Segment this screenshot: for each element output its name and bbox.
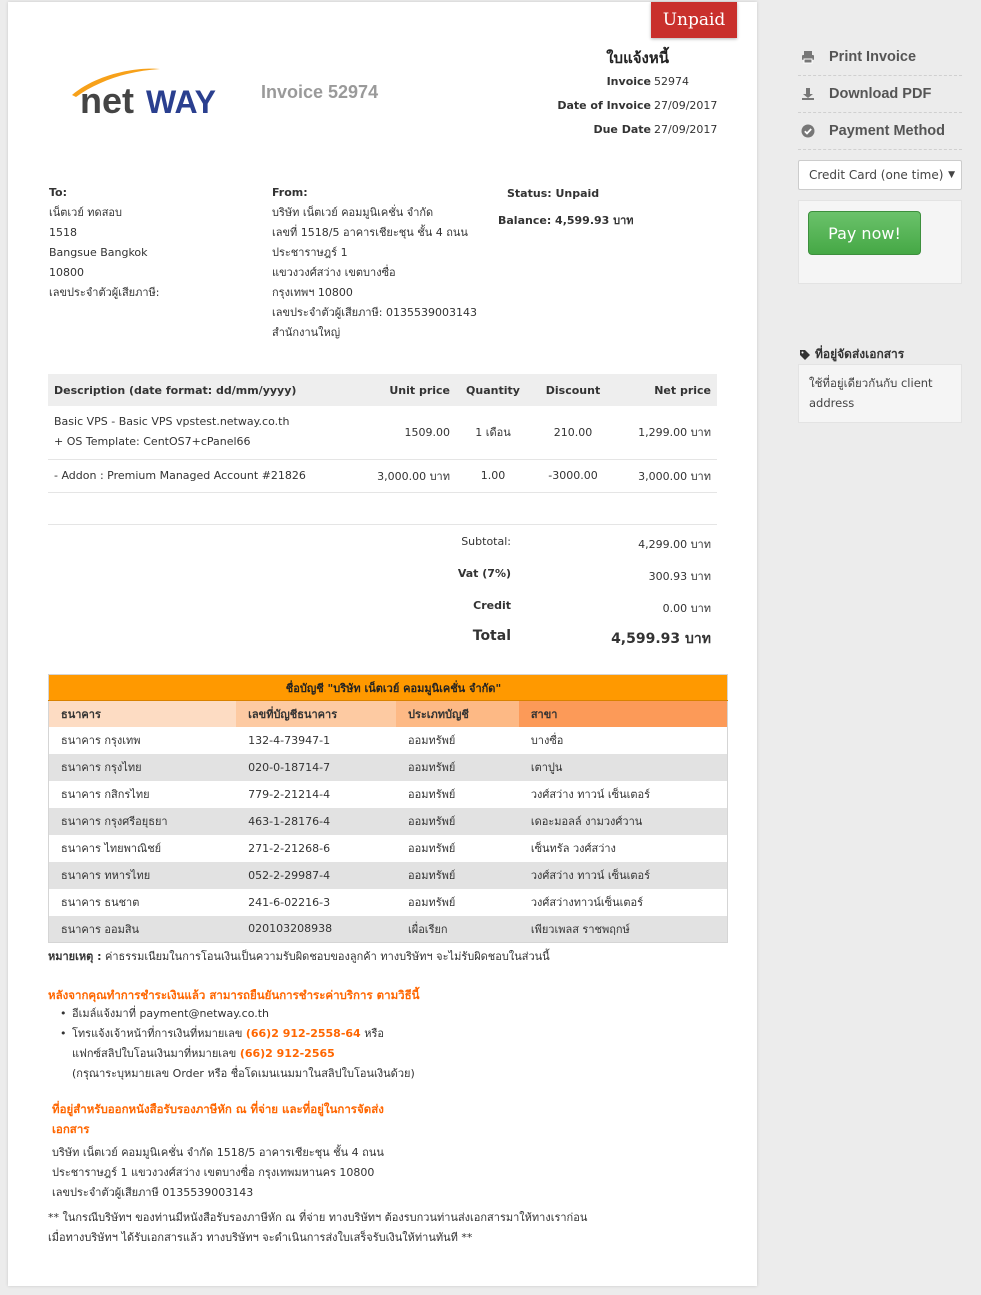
meta-invoice-number: Invoice 52974 bbox=[606, 75, 689, 88]
status-ribbon: Unpaid bbox=[651, 2, 737, 38]
tax-address-heading: ที่อยู่สำหรับออกหนังสือรับรองภาษีหัก ณ ที่จ่าย และที่อยู่ในการจัดส่งเอกสาร bbox=[52, 1102, 384, 1136]
tag-icon bbox=[799, 349, 811, 361]
withholding-footnote: ** ในกรณีบริษัทฯ ของท่านมีหนังสือรับรองภาษีหัก ณ ที่จ่าย ทางบริษัทฯ ต้องรบกวนท่านส่งเอกสารมาให้ทางเราก่อน เมื่อทางบริษัทฯ ได้รับเอกสารแล้ว ทางบริษัทฯ จะดำเนินการส่งใบเสร็จรับเงินให้ท่านทันที ** bbox=[48, 1211, 588, 1244]
credit-value: 0.00 บาท bbox=[662, 602, 711, 615]
confirm-payment-steps: • อีเมล์แจ้งมาที่ payment@netway.co.th • โทรแจ้งเจ้าหน้าที่การเงินที่หมายเลข (66)2 912-2558-64 หรือ แฟกซ์สลิปใบโอนเงินมาที่หมายเลข (66)2 912-2565 (กรุณาระบุหมายเลข Order หรือ ชื่อโดเมนเนมมาในสลิปใบโอนเงินด้วย) bbox=[58, 1004, 415, 1084]
shipping-address-heading: ที่อยู่จัดส่งเอกสาร bbox=[799, 345, 904, 364]
bank-header-row: ธนาคาร เลขที่บัญชีธนาคาร ประเภทบัญชี สาขา bbox=[49, 701, 728, 727]
table-row: ธนาคาร กรุงศรีอยุธยา 463-1-28176-4 ออมทรัพย์ เดอะมอลล์ งามวงศ์วาน bbox=[49, 808, 728, 835]
vat-value: 300.93 บาท bbox=[648, 570, 711, 583]
confirm-payment-heading: หลังจากคุณทำการชำระเงินแล้ว สามารถยืนยันการชำระค่าบริการ ตามวิธีนี้ bbox=[48, 988, 420, 1002]
print-invoice-link[interactable]: Print Invoice bbox=[798, 39, 962, 76]
netway-logo bbox=[68, 65, 244, 121]
bank-accounts-table bbox=[48, 674, 728, 943]
invoice-balance: Balance: 4,599.93 บาท bbox=[498, 214, 634, 227]
tax-address: บริษัท เน็ตเวย์ คอมมูนิเคชั่น จำกัด 1518/5 อาคารเชียะชุน ชั้น 4 ถนน ประชาราษฎร์ 1 แขวงวงศ์สว่าง เขตบางซื่อ กรุงเทพมหานคร 10800 เลขประจำตัวผู้เสียภาษี 0135539003143 bbox=[52, 1146, 384, 1199]
table-row: ธนาคาร ทหารไทย 052-2-29987-4 ออมทรัพย์ วงศ์สว่าง ทาวน์ เซ็นเตอร์ bbox=[49, 862, 728, 889]
download-pdf-link[interactable]: Download PDF bbox=[798, 76, 962, 113]
line-items-table bbox=[48, 374, 717, 493]
table-row: ธนาคาร กรุงเทพ 132-4-73947-1 ออมทรัพย์ บางซื่อ bbox=[61, 733, 564, 747]
table-row: ธนาคาร ธนชาต 241-6-02216-3 ออมทรัพย์ วงศ์สว่างทาวน์เซ็นเตอร์ bbox=[61, 895, 644, 909]
table-row: ธนาคาร กรุงไทย 020-0-18714-7 ออมทรัพย์ เตาปูน bbox=[49, 754, 728, 781]
table-row: ธนาคาร ออมสิน 020103208938 เผื่อเรียก เพียวเพลส ราชพฤกษ์ bbox=[49, 916, 728, 943]
svg-text:WAY: WAY bbox=[146, 84, 216, 120]
pay-now-button[interactable]: Pay now! bbox=[808, 211, 921, 255]
subtotal-label: Subtotal: bbox=[461, 535, 511, 548]
printer-icon bbox=[800, 49, 816, 65]
credit-label: Credit bbox=[473, 599, 511, 612]
from-address: From: บริษัท เน็ตเวย์ คอมมูนิเคชั่น จำกัด เลขที่ 1518/5 อาคารเชียะชุน ชั้น 4 ถนน ประชาราษฎร์ 1 แขวงวงศ์สว่าง เขตบางซื่อ กรุงเทพฯ 10800 เลขประจำตัวผู้เสียภาษี: 0135539003143 สำนักงานใหญ่ bbox=[272, 186, 477, 339]
chevron-down-icon: ▼ bbox=[948, 170, 955, 180]
total-value: 4,599.93 บาท bbox=[611, 631, 711, 647]
payment-method-select[interactable]: Credit Card (one time) ▼ bbox=[798, 160, 962, 190]
invoice-status: Status: Unpaid bbox=[507, 187, 600, 200]
check-circle-icon bbox=[800, 123, 816, 139]
totals-divider bbox=[48, 524, 717, 525]
vat-label: Vat (7%) bbox=[457, 567, 511, 580]
bill-to-address: To: เน็ตเวย์ ทดสอบ 1518 Bangsue Bangkok 10800 เลขประจำตัวผู้เสียภาษี: bbox=[49, 186, 160, 299]
transfer-fee-note: หมายเหตุ : ค่าธรรมเนียมในการโอนเงินเป็นความรับผิดชอบของลูกค้า ทางบริษัทฯ จะไม่รับผิดชอบในส่วนนี้ bbox=[48, 950, 550, 963]
meta-invoice-date: Date of Invoice 27/09/2017 bbox=[557, 99, 718, 112]
table-row: Basic VPS - Basic VPS vpstest.netway.co.th + OS Template: CentOS7+cPanel66 1509.00 1 เดือน 210.00 1,299.00 บาท bbox=[48, 406, 717, 459]
shipping-address-box: ใช้ที่อยู่เดียวกันกับ client address bbox=[798, 364, 962, 423]
table-row: - Addon : Premium Managed Account #21826 3,000.00 บาท 1.00 -3000.00 3,000.00 บาท bbox=[48, 459, 717, 492]
invoice-title: Invoice 52974 bbox=[261, 82, 379, 102]
document-title: ใบแจ้งหนี้ bbox=[606, 49, 669, 67]
meta-due-date: Due Date 27/09/2017 bbox=[593, 123, 718, 136]
svg-text:net: net bbox=[80, 80, 134, 121]
total-label: Total bbox=[472, 628, 511, 644]
download-icon bbox=[800, 86, 816, 102]
subtotal-value: 4,299.00 บาท bbox=[638, 538, 711, 551]
items-header-row: Description (date format: dd/mm/yyyy) Unit price Quantity Discount Net price bbox=[48, 374, 717, 406]
bank-account-name: ชื่อบัญชี "บริษัท เน็ตเวย์ คอมมูนิเคชั่น จำกัด" bbox=[49, 675, 728, 701]
table-row: ธนาคาร กสิกรไทย 779-2-21214-4 ออมทรัพย์ วงศ์สว่าง ทาวน์ เซ็นเตอร์ bbox=[61, 787, 651, 801]
payment-method-link[interactable]: Payment Method bbox=[798, 113, 962, 150]
pay-now-panel bbox=[798, 200, 962, 284]
table-row: ธนาคาร ไทยพาณิชย์ 271-2-21268-6 ออมทรัพย์ เซ็นทรัล วงศ์สว่าง bbox=[61, 841, 616, 855]
